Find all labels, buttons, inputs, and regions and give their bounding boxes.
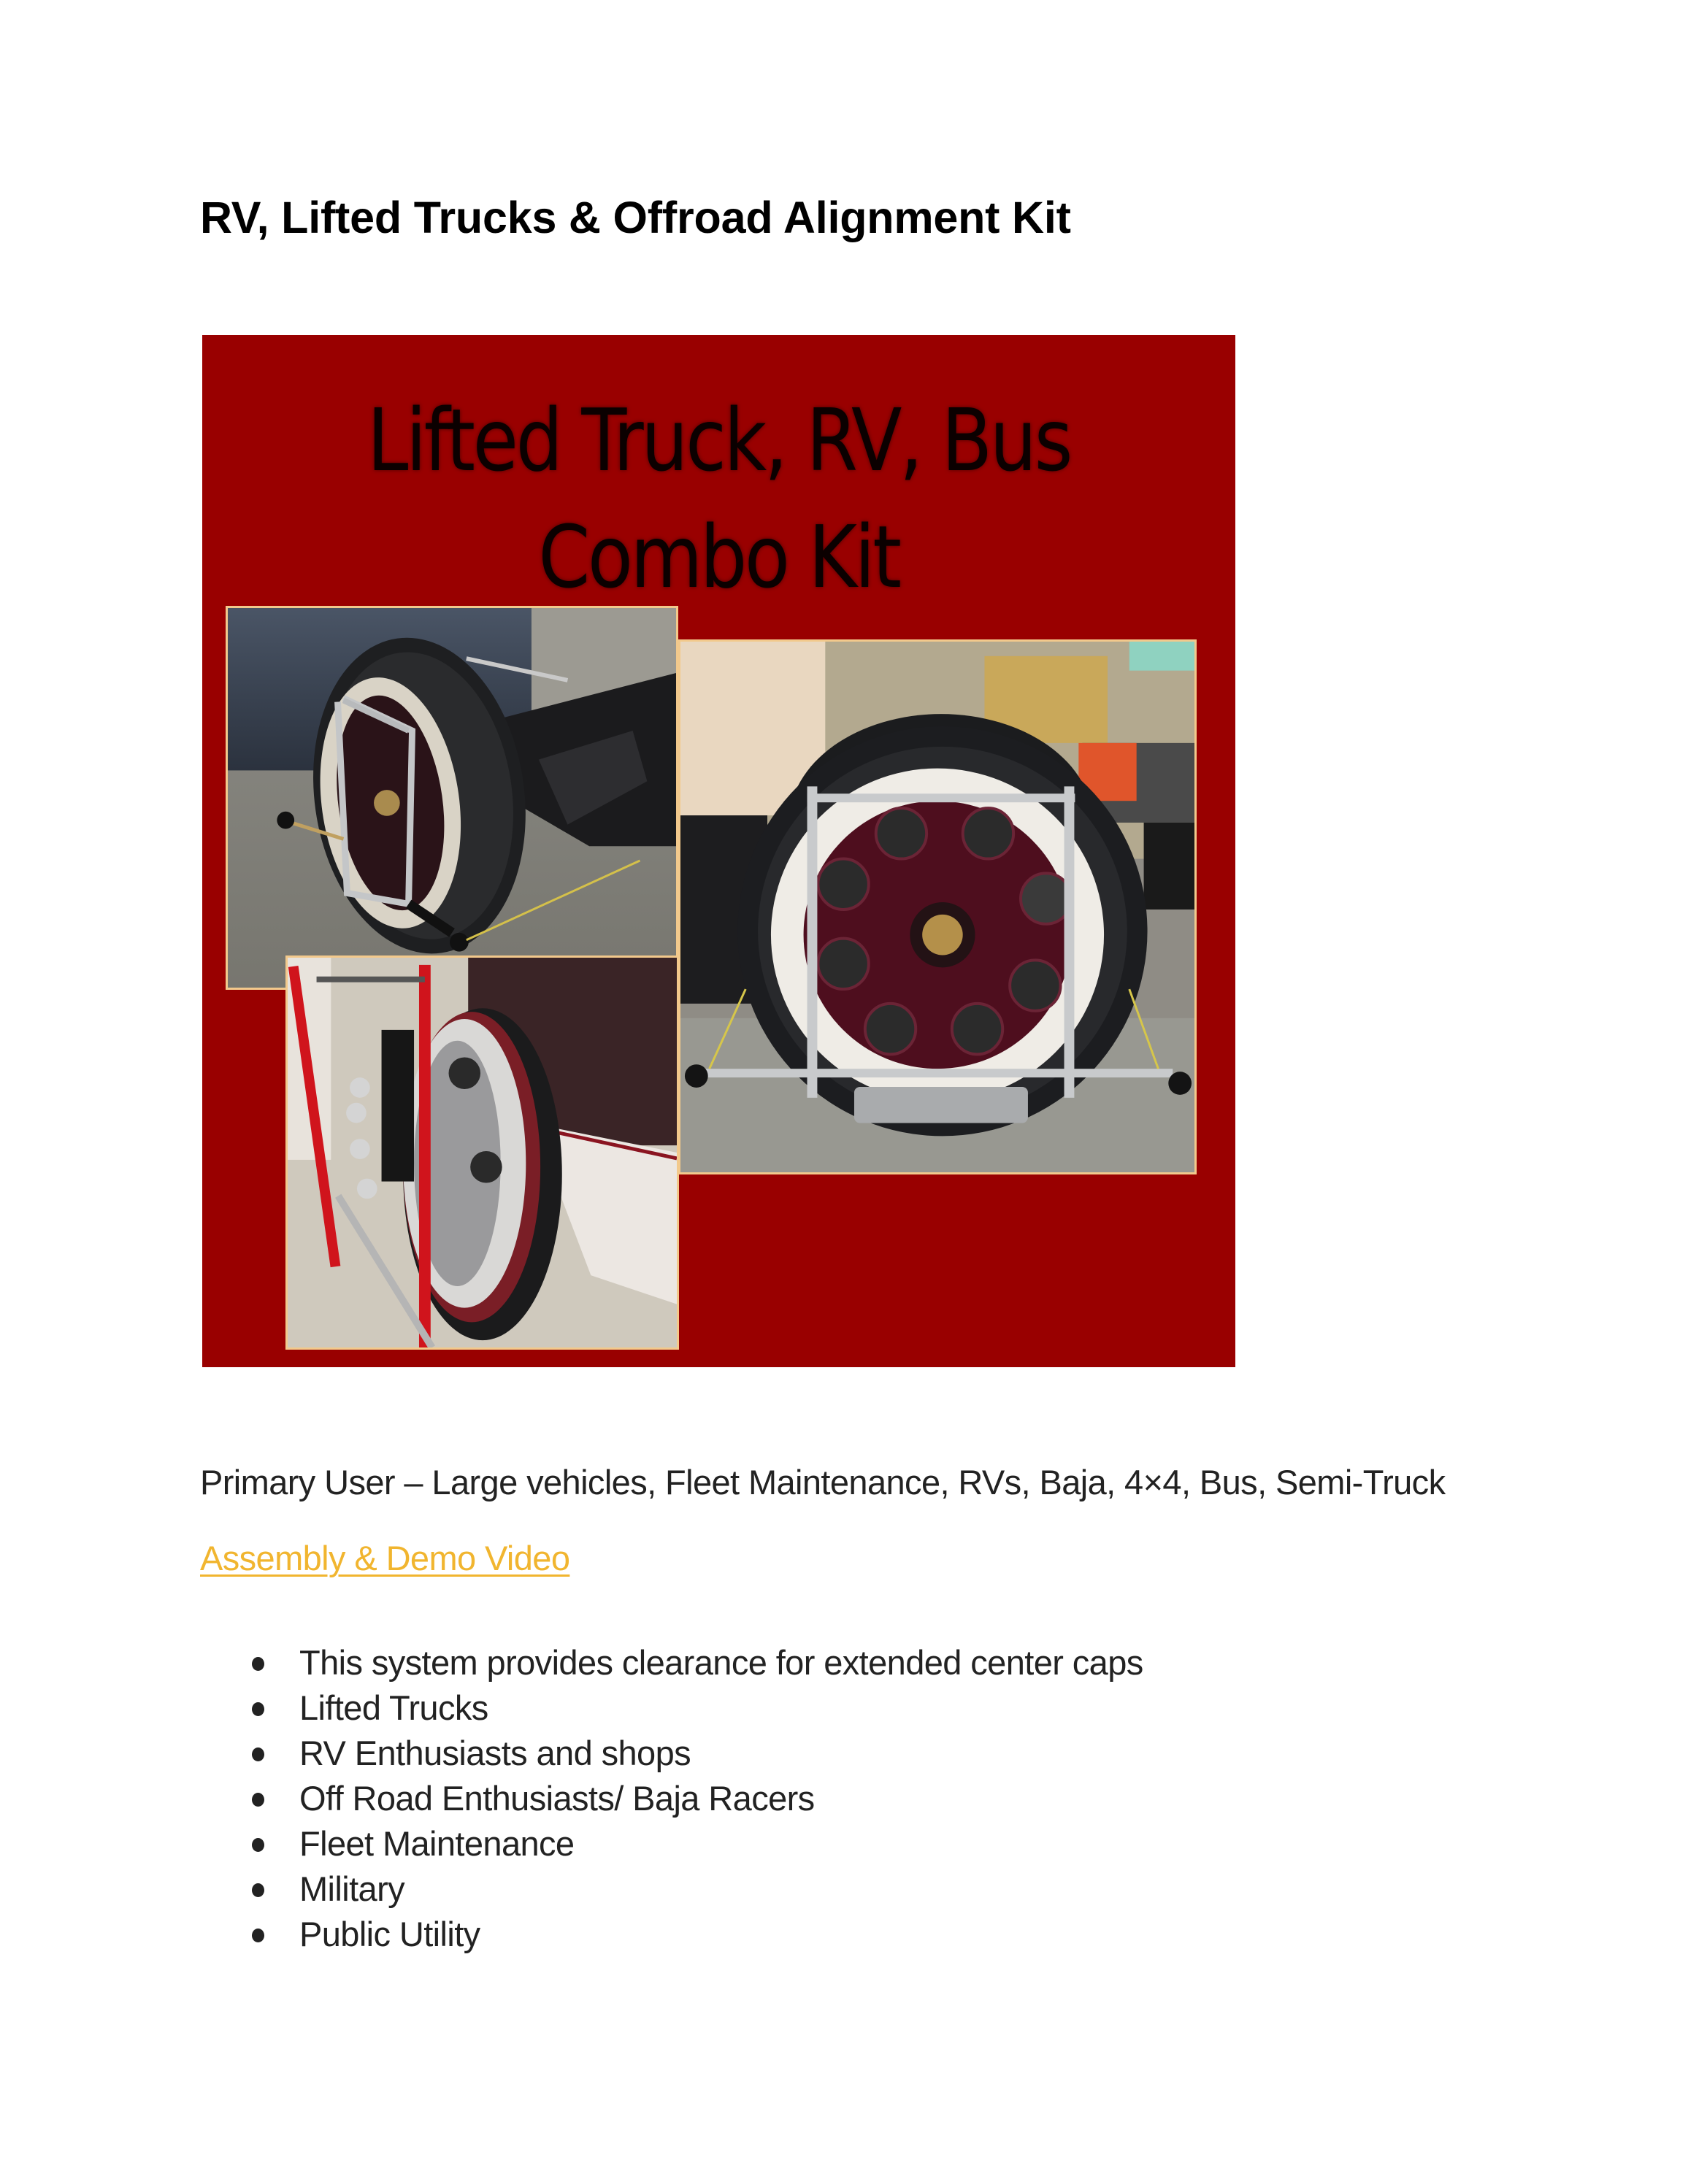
bullet-icon (252, 1838, 264, 1852)
bullet-icon (252, 1747, 264, 1761)
whitewall-tire-alignment-frame-photo (226, 606, 678, 990)
bullet-icon (252, 1657, 264, 1671)
banner-heading-line-2: Combo Kit (538, 507, 899, 607)
bullet-icon (252, 1929, 264, 1942)
banner-heading-line-1: Lifted Truck, RV, Bus (367, 390, 1071, 491)
bullet-icon (252, 1883, 264, 1897)
bullet-icon (252, 1793, 264, 1807)
bullet-icon (252, 1702, 264, 1716)
page-title: RV, Lifted Trucks & Offroad Alignment Kit (200, 193, 1071, 242)
burgundy-wheel-alignment-frame-photo (678, 639, 1197, 1174)
primary-user-text: Primary User – Large vehicles, Fleet Maintenance, RVs, Baja, 4×4, Bus, Semi-Truck (200, 1463, 1446, 1502)
product-banner-image (202, 335, 1235, 1367)
chrome-wheel-red-alignment-stand-photo (285, 956, 679, 1350)
assembly-demo-video-link[interactable]: Assembly & Demo Video (200, 1539, 570, 1577)
